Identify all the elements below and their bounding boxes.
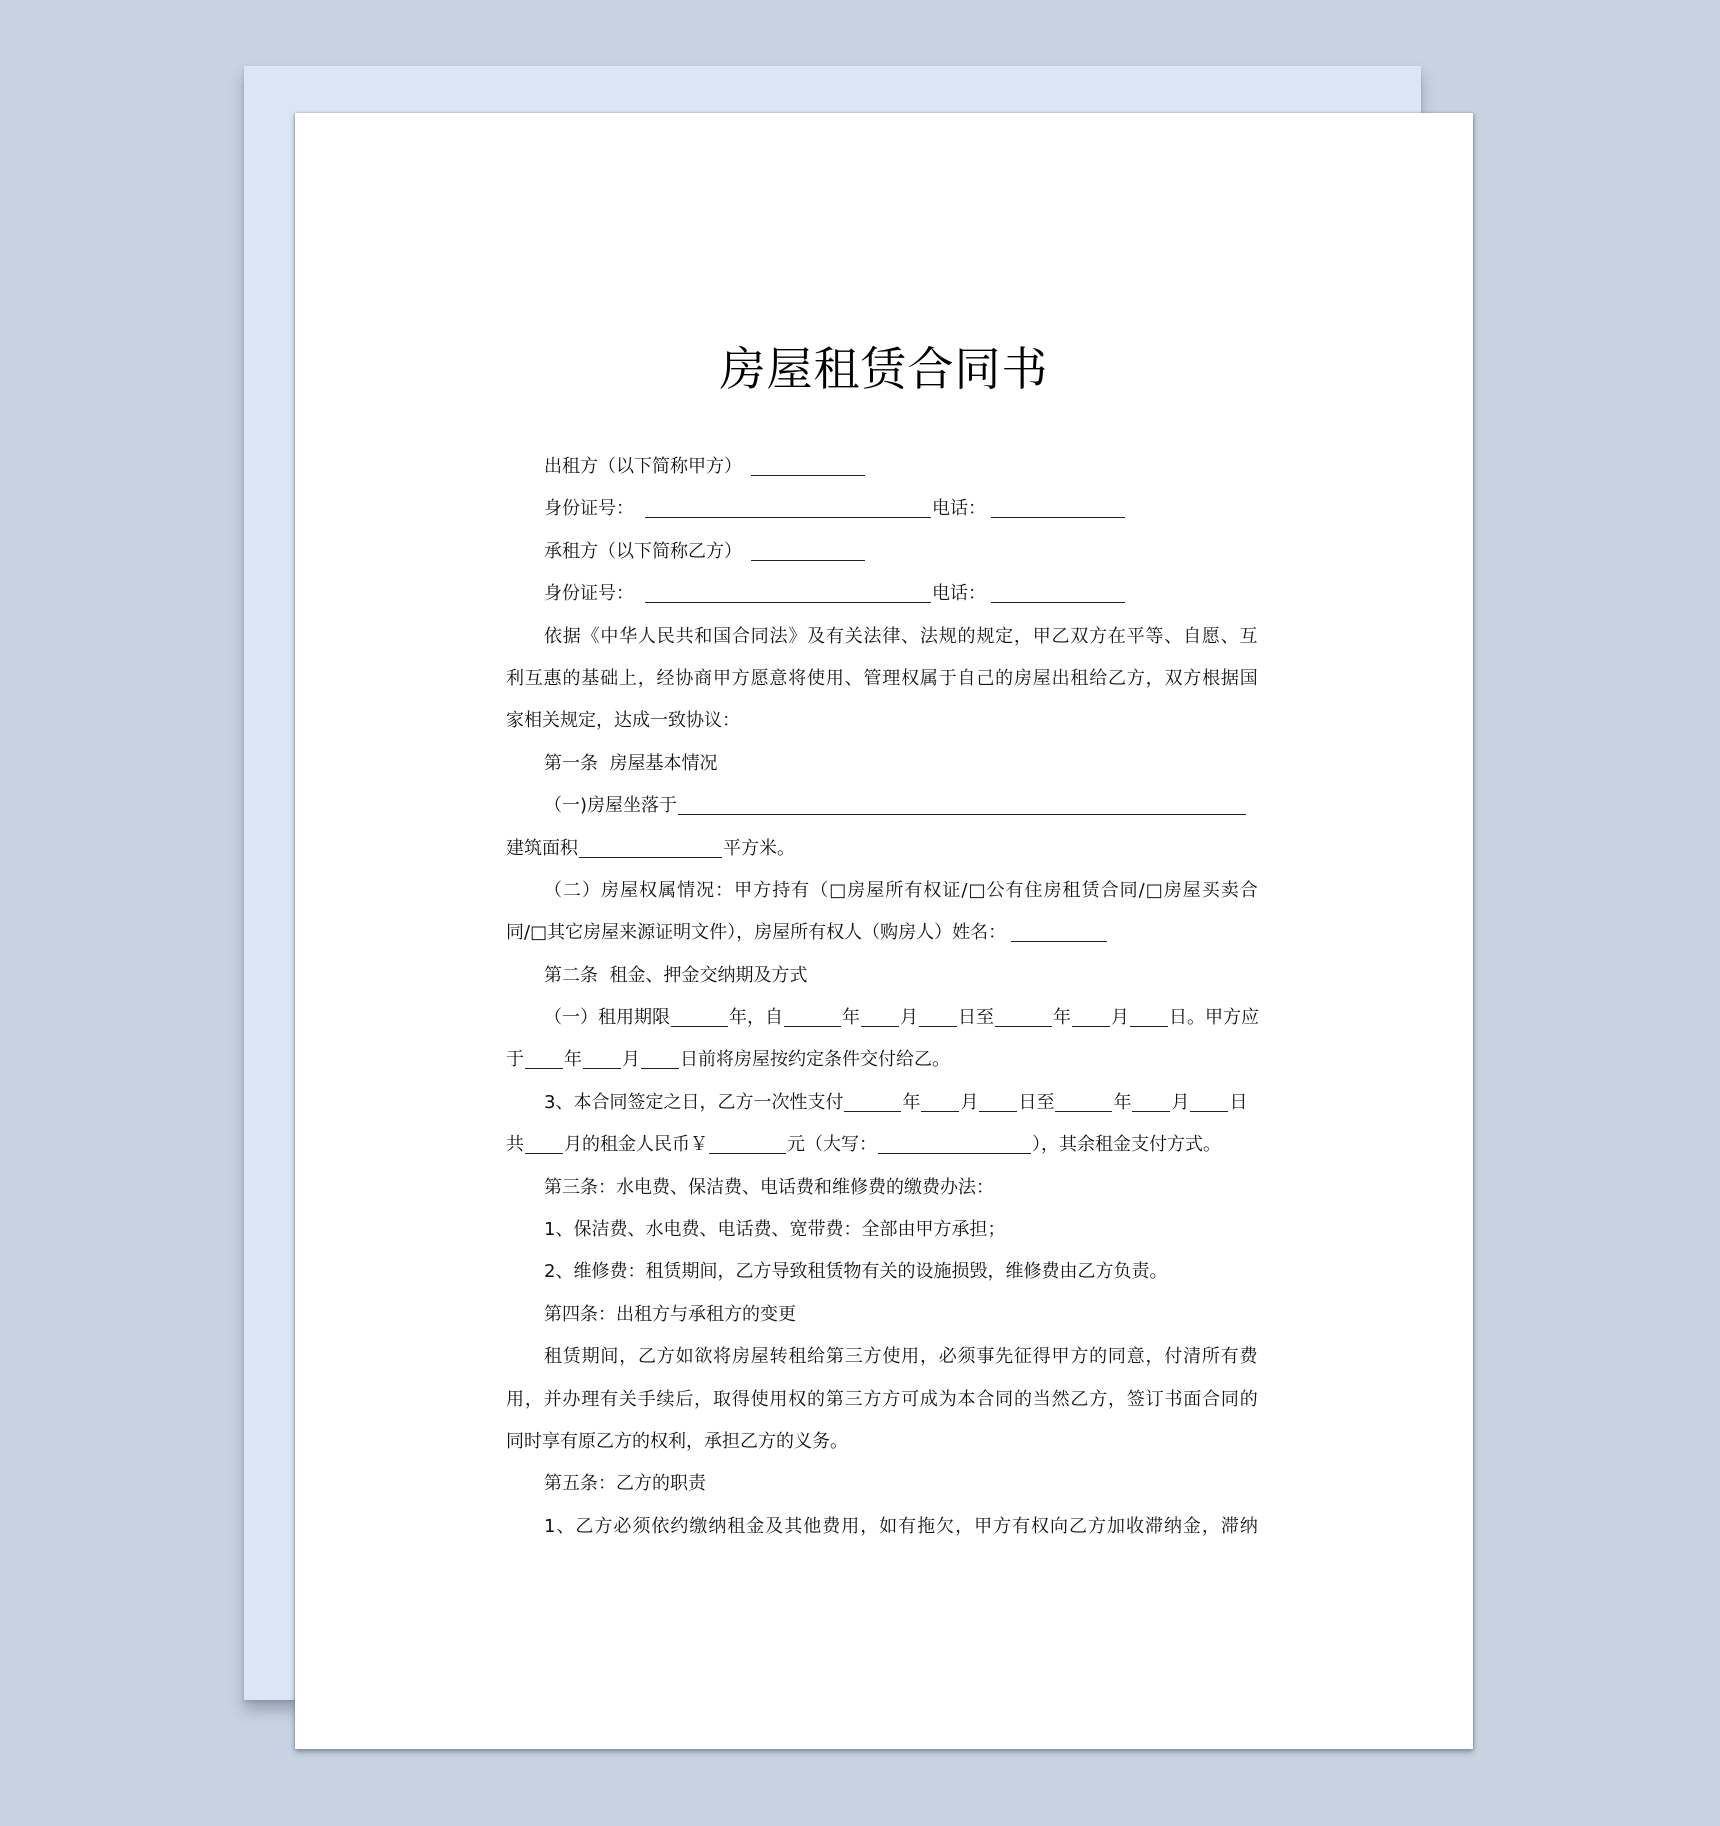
- line-text: 出租方（以下简称甲方）: [544, 456, 742, 477]
- line-text: 同/□其它房屋来源证明文件），房屋所有权人（购房人）姓名：: [506, 922, 1007, 944]
- fill-in-blank: [878, 1133, 1031, 1154]
- line-text: 元（大写：: [787, 1134, 877, 1156]
- document-line: [506, 1124, 1258, 1166]
- document-line: [506, 785, 1258, 827]
- line-text: 日前将房屋按约定条件交付给乙。: [680, 1049, 950, 1071]
- fill-in-blank: [525, 1048, 563, 1069]
- line-text: 年: [902, 1091, 921, 1113]
- line-text: 电话：: [932, 498, 986, 520]
- document-body: [506, 446, 1258, 1548]
- document-line: [506, 1421, 1258, 1463]
- document-line: [506, 1209, 1258, 1251]
- line-text: 同时享有原乙方的权利，承担乙方的义务。: [506, 1430, 848, 1452]
- fill-in-blank: [844, 1091, 901, 1112]
- fill-in-blank: [525, 1133, 563, 1154]
- document-line: [506, 658, 1258, 700]
- line-text: （一)房屋坐落于: [544, 795, 678, 817]
- document-line: [506, 955, 1258, 997]
- line-text: 家相关规定，达成一致协议：: [506, 710, 740, 732]
- document-line: [506, 743, 1258, 785]
- document-line: [506, 828, 1258, 870]
- line-text: 日至: [1018, 1091, 1055, 1113]
- line-text: 承租方（以下简称乙方）: [544, 540, 742, 562]
- fill-in-blank: [1072, 1006, 1110, 1027]
- line-text: 月: [1171, 1091, 1190, 1113]
- document-line: [506, 1251, 1258, 1293]
- line-text: 月: [1111, 1007, 1129, 1029]
- document-line: [506, 1294, 1258, 1336]
- fill-in-blank: [641, 1048, 679, 1069]
- document-line: [506, 573, 1258, 615]
- line-text: 电话：: [932, 583, 986, 605]
- line-text: 年: [564, 1049, 582, 1071]
- document-line: [506, 870, 1258, 912]
- line-text: 月: [960, 1091, 979, 1113]
- line-text: 2、维修费：租赁期间，乙方导致租赁物有关的设施损毁，维修费由乙方负责。: [544, 1261, 1168, 1283]
- document-line: [506, 488, 1258, 530]
- document-line: [506, 1379, 1258, 1421]
- line-text: 年，自: [729, 1007, 783, 1029]
- fill-in-blank: [751, 455, 865, 476]
- document-line: [506, 1039, 1258, 1081]
- line-text: ），其余租金支付方式。: [1032, 1134, 1221, 1156]
- line-text: 建筑面积: [506, 837, 578, 859]
- document-page: [295, 113, 1473, 1749]
- fill-in-blank: [678, 794, 1246, 815]
- line-text: 于: [506, 1049, 524, 1071]
- fill-in-blank: [995, 1006, 1052, 1027]
- fill-in-blank: [784, 1006, 841, 1027]
- line-text: 第二条 租金、押金交纳期及方式: [544, 964, 808, 986]
- fill-in-blank: [1132, 1091, 1170, 1112]
- fill-in-blank: [991, 582, 1125, 603]
- line-text: 年: [1053, 1007, 1071, 1029]
- line-text: 1 、 乙 方 必 须 依 约 缴 纳 租 金 及 其 他 费 用 ， 如 有 拖 欠 ， 甲 方 有 权 向 乙 方 加 收 滞 纳 金 ， 滞 纳: [544, 1515, 1258, 1537]
- line-text: 第四条：出租方与承租方的变更: [544, 1303, 796, 1325]
- document-line: [506, 1506, 1258, 1548]
- document-line: [506, 1336, 1258, 1378]
- fill-in-blank: [861, 1006, 899, 1027]
- document-line: [506, 997, 1258, 1039]
- line-text: 利 互 惠 的 基 础 上 ， 经 协 商 甲 方 愿 意 将 使 用 、 管 理 权 属 于 自 己 的 房 屋 出 租 给 乙 方 ， 双 方 根 据 国: [506, 667, 1258, 689]
- line-text: 年: [842, 1007, 860, 1029]
- document-title: 房屋租赁合同书: [719, 342, 1049, 396]
- fill-in-blank: [671, 1006, 728, 1027]
- line-text: 年: [1113, 1091, 1132, 1113]
- fill-in-blank: [751, 540, 865, 561]
- document-line: [506, 912, 1258, 954]
- line-text: 身份证号：: [544, 498, 634, 520]
- fill-in-blank: [919, 1006, 957, 1027]
- line-text: 共: [506, 1134, 524, 1156]
- fill-in-blank: [645, 582, 931, 603]
- document-line: [506, 1167, 1258, 1209]
- line-text: 3、本合同签定之日，乙方一次性支付: [544, 1091, 844, 1113]
- fill-in-blank: [579, 837, 722, 858]
- line-text: 身份证号：: [544, 583, 634, 605]
- line-text: 用 ， 并 办 理 有 关 手 续 后 ， 取 得 使 用 权 的 第 三 方 方 可 成 为 本 合 同 的 当 然 乙 方 ， 签 订 书 面 合 同 的: [506, 1388, 1258, 1410]
- document-line: [506, 1082, 1258, 1124]
- fill-in-blank: [979, 1091, 1017, 1112]
- fill-in-blank: [709, 1133, 786, 1154]
- line-text: 日: [1229, 1091, 1248, 1113]
- document-line: [506, 446, 1258, 488]
- line-text: 月: [622, 1049, 640, 1071]
- line-text: （ 二 ） 房 屋 权 属 情 况 ： 甲 方 持 有 （ □ 房 屋 所 有 权 证 / □ 公 有 住 房 租 赁 合 同 / □ 房 屋 买 卖 合: [544, 879, 1258, 901]
- fill-in-blank: [921, 1091, 959, 1112]
- fill-in-blank: [645, 497, 931, 518]
- fill-in-blank: [991, 497, 1125, 518]
- line-text: 月的租金人民币￥: [564, 1134, 708, 1156]
- line-text: 第一条 房屋基本情况: [544, 752, 718, 774]
- fill-in-blank: [1190, 1091, 1228, 1112]
- document-line: [506, 531, 1258, 573]
- line-text: 平方米。: [723, 837, 795, 859]
- line-text: 1、保洁费、水电费、电话费、宽带费：全部由甲方承担；: [544, 1219, 1006, 1241]
- line-text: 租 赁 期 间 ， 乙 方 如 欲 将 房 屋 转 租 给 第 三 方 使 用 ， 必 须 事 先 征 得 甲 方 的 同 意 ， 付 清 所 有 费: [544, 1346, 1258, 1368]
- fill-in-blank: [1130, 1006, 1168, 1027]
- line-text: 月: [900, 1007, 918, 1029]
- line-text: 第五条：乙方的职责: [544, 1473, 706, 1495]
- line-text: 第三条：水电费、保洁费、电话费和维修费的缴费办法：: [544, 1176, 994, 1198]
- document-line: [506, 1463, 1258, 1505]
- line-text: （一）租用期限: [544, 1007, 670, 1029]
- document-line: [506, 700, 1258, 742]
- line-text: 依 据 《 中 华 人 民 共 和 国 合 同 法 》 及 有 关 法 律 、 法 规 的 规 定 ， 甲 乙 双 方 在 平 等 、 自 愿 、 互: [544, 625, 1258, 647]
- fill-in-blank: [1055, 1091, 1112, 1112]
- line-text: 日至: [958, 1007, 994, 1029]
- document-line: [506, 616, 1258, 658]
- line-text: 日。甲方应: [1169, 1007, 1259, 1029]
- fill-in-blank: [583, 1048, 621, 1069]
- fill-in-blank: [1011, 921, 1107, 942]
